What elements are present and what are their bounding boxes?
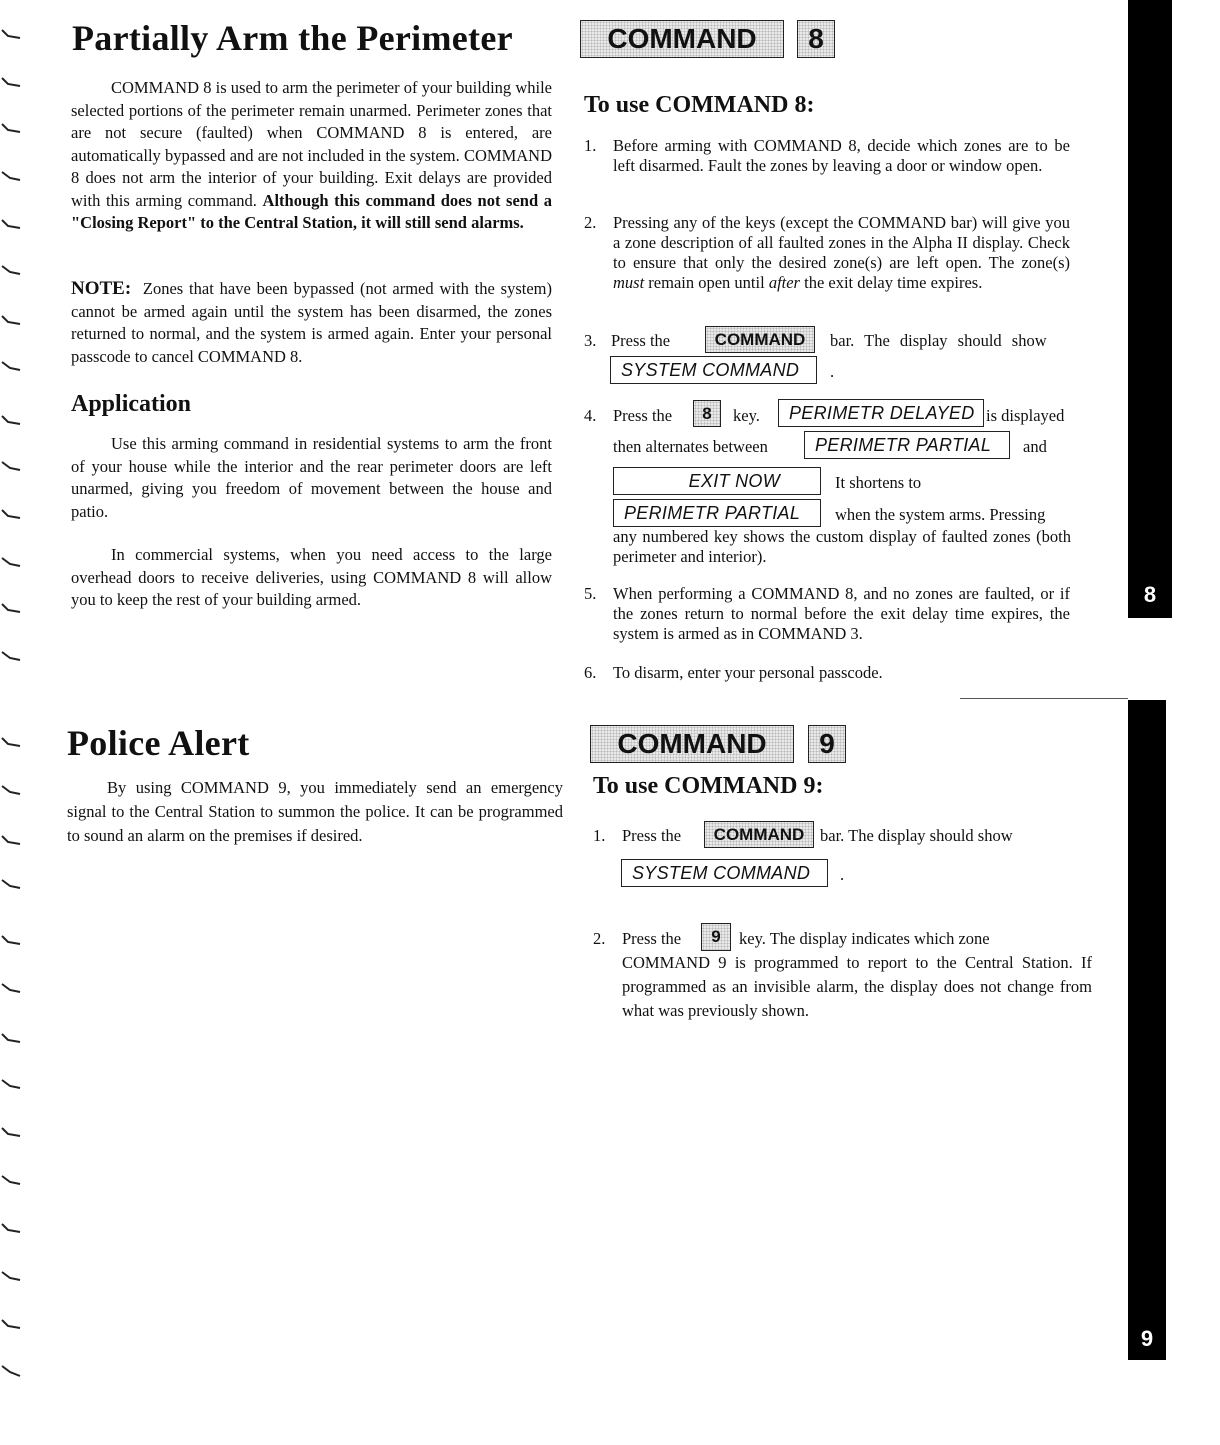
step9-1-bar: bar. The display should show [820, 826, 1013, 845]
binding-edge [0, 0, 26, 1445]
tab-label-8: 8 [1143, 582, 1157, 607]
step8-3-num: 3. [584, 331, 597, 350]
application-para-1: Use this arming command in residential systems to arm the front of your house while the interior and the rear perimeter doors are left unarmed, giving you freedom of movement between the house and patio. [71, 434, 552, 521]
use-command-8-heading: To use COMMAND 8: [584, 92, 815, 118]
display-system-command-8: SYSTEM COMMAND [610, 356, 817, 384]
number-key-9-step2: 9 [701, 923, 731, 951]
step9-1-press: Press the [622, 826, 682, 845]
command-key-header-9: COMMAND [590, 725, 794, 763]
step9-1-num: 1. [593, 826, 606, 845]
section8-intro-bold: Although this command does not send a "Closing Report" to the Central Station, it will still send alarms. [71, 190, 553, 232]
step9-1-period: . [840, 865, 845, 884]
number-key-8-step4: 8 [693, 400, 721, 427]
step8-4-then: then alternates between [613, 437, 768, 456]
section8-intro-text: COMMAND 8 is used to arm the perimeter of your building while selected portions of the perimeter remain unarmed. Perimeter zones that are not secure (faulted) when COMMAND 8 is entered, are automatically bypassed and are not included in the system. COMMAND 8 does not arm the interior of your building. Exit delays are provided with this arming command. [71, 78, 552, 210]
display-exit-now: EXIT NOW [613, 467, 821, 495]
step8-2 [584, 213, 1072, 317]
note-label: NOTE: [71, 278, 132, 299]
step8-3-period: . [830, 362, 835, 381]
step8-2-text-b: remain open until [648, 273, 765, 292]
step8-1-num: 1. [584, 136, 597, 155]
display-perimetr-partial-1: PERIMETR PARTIAL [804, 431, 1010, 459]
command-key-step9-1: COMMAND [704, 821, 814, 848]
section9-intro: By using COMMAND 9, you immediately send an emergency signal to the Central Station to summon the police. It can be programmed to sound an alarm on the premises if desired. [67, 778, 563, 845]
step8-4-num: 4. [584, 406, 597, 425]
command-key-step8-3: COMMAND [705, 326, 815, 353]
step8-2-text-c: the exit delay time expires. [804, 273, 983, 292]
binding-marks [0, 0, 26, 1440]
step9-2-press: Press the [622, 929, 682, 948]
step8-2-after: after [768, 273, 800, 292]
tab-bar-9 [1128, 700, 1166, 1360]
display-perimetr-partial-2: PERIMETR PARTIAL [613, 499, 821, 527]
step8-6-text: To disarm, enter your personal passcode. [613, 663, 883, 682]
use-command-9-heading: To use COMMAND 9: [593, 773, 824, 799]
number-key-9-header: 9 [808, 725, 846, 763]
display-perimetr-delayed: PERIMETR DELAYED [778, 399, 984, 427]
application-para-2: In commercial systems, when you need access to the large overhead doors to receive deliveries, using COMMAND 8 will allow you to keep the rest of your building armed. [71, 545, 552, 609]
step8-2-text-a: Pressing any of the keys (except the COMMAND bar) will give you a zone description of all faulted zones in the Alpha II display. Check to ensure that only the desired zone(s) are left open. The zone(s) [613, 213, 1070, 272]
step8-4-rest: any numbered key shows the custom display of faulted zones (both perimeter and interior). [613, 527, 1071, 566]
note-text: Zones that have been bypassed (not armed with the system) cannot be armed again until the system has been disarmed, the zones returned to normal, and the system is armed again. Enter your personal passcode to cancel COMMAND 8. [71, 279, 552, 366]
step8-5-text: When performing a COMMAND 8, and no zones are faulted, or if the zones return to normal before the exit delay time expires, the system is armed as in COMMAND 3. [613, 584, 1070, 643]
application-heading: Application [71, 391, 192, 417]
step8-2-num: 2. [584, 213, 597, 232]
step8-1 [584, 136, 1072, 198]
step9-2-rest: COMMAND 9 is programmed to report to the Central Station. If programmed as an invisible alarm, the display does not change from what was previously shown. [622, 953, 1092, 1020]
step8-4-and: and [1023, 437, 1047, 456]
section8-intro [71, 77, 552, 235]
step8-4-displayed: is displayed [986, 406, 1065, 425]
display-system-command-9: SYSTEM COMMAND [621, 859, 828, 887]
step8-4-key: key. [733, 406, 760, 425]
step8-6-num: 6. [584, 663, 597, 682]
step8-3-press: Press the [611, 331, 671, 350]
number-key-8-header: 8 [797, 20, 835, 58]
step8-2-must: must [613, 273, 645, 292]
command-key-header-8: COMMAND [580, 20, 784, 58]
step9-2-key: key. The display indicates which zone [739, 929, 990, 948]
step8-5 [584, 584, 1072, 646]
step8-4-shortens: It shortens to [835, 473, 922, 492]
step8-1-text: Before arming with COMMAND 8, decide which zones are to be left disarmed. Fault the zones by leaving a door or window open. [613, 136, 1070, 175]
step8-4-arms: when the system arms. Pressing [835, 505, 1046, 524]
tab-bar-8 [1128, 0, 1172, 618]
section-divider [960, 698, 1128, 699]
step8-5-num: 5. [584, 584, 597, 603]
section8-note [71, 278, 552, 368]
tab-label-9: 9 [1140, 1326, 1154, 1351]
step8-3-bar: bar. The display should show [830, 331, 1047, 350]
step8-4-press: Press the [613, 406, 673, 425]
step8-2-text [613, 213, 1070, 293]
section8-title: Partially Arm the Perimeter [72, 18, 513, 58]
step9-2-num: 2. [593, 929, 606, 948]
section9-title: Police Alert [67, 723, 250, 763]
